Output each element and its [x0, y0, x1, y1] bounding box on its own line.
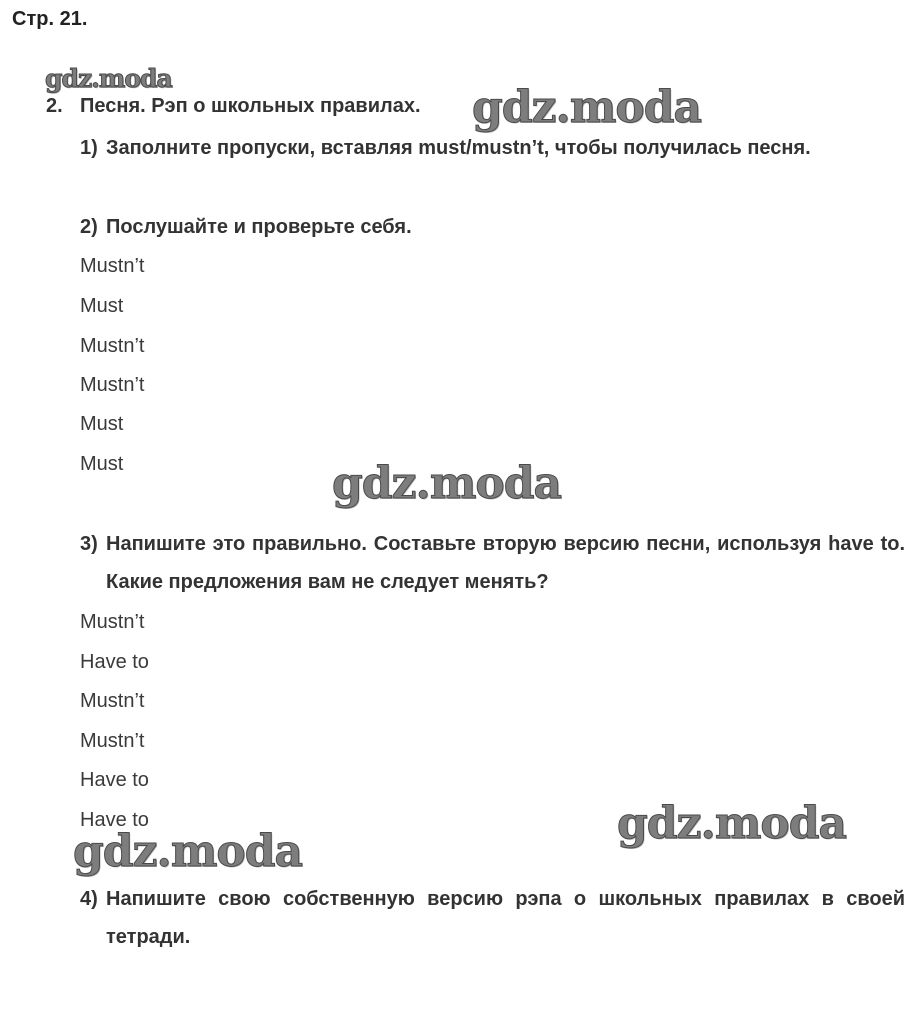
watermark-logo: gdz.moda: [472, 82, 702, 133]
answer-item: Mustn’t: [80, 730, 145, 752]
answer-item: Have to: [80, 769, 149, 791]
watermark-logo: gdz.moda: [73, 826, 303, 877]
task-text: Послушайте и проверьте себя.: [106, 216, 412, 238]
watermark-logo: gdz.moda: [45, 64, 172, 93]
exercise-heading: [46, 95, 421, 118]
answer-item: Must: [80, 453, 124, 475]
task-number: 3): [80, 533, 98, 555]
task-3: [80, 525, 905, 601]
task-text: Напишите свою собственную версию рэпа о школьных правилах в своей тетради.: [106, 888, 905, 948]
task-number: 4): [80, 888, 98, 910]
task-2: [80, 208, 905, 246]
answer-item: Mustn’t: [80, 335, 145, 357]
task-text: Напишите это правильно. Составьте вторую версию песни, используя have to. Какие предложения вам не следует менять?: [106, 533, 905, 593]
task-4: [80, 880, 905, 956]
answer-item: Mustn’t: [80, 690, 145, 712]
answer-item: Have to: [80, 651, 149, 673]
watermark-logo: gdz.moda: [332, 458, 562, 509]
task-1: [80, 129, 905, 167]
exercise-number: 2.: [46, 95, 63, 117]
answer-item: Mustn’t: [80, 255, 145, 277]
exercise-title: Песня. Рэп о школьных правилах.: [80, 95, 421, 117]
task-text: Заполните пропуски, вставляя must/mustn’t, чтобы получилась песня.: [106, 137, 811, 159]
watermark-logo: gdz.moda: [617, 798, 847, 849]
answer-item: Must: [80, 295, 124, 317]
answer-item: Mustn’t: [80, 374, 145, 396]
task-number: 1): [80, 137, 98, 159]
task-number: 2): [80, 216, 98, 238]
page-number-header: Стр. 21.: [12, 8, 88, 30]
answer-item: Mustn’t: [80, 611, 145, 633]
answer-item: Have to: [80, 809, 149, 831]
answer-item: Must: [80, 413, 124, 435]
